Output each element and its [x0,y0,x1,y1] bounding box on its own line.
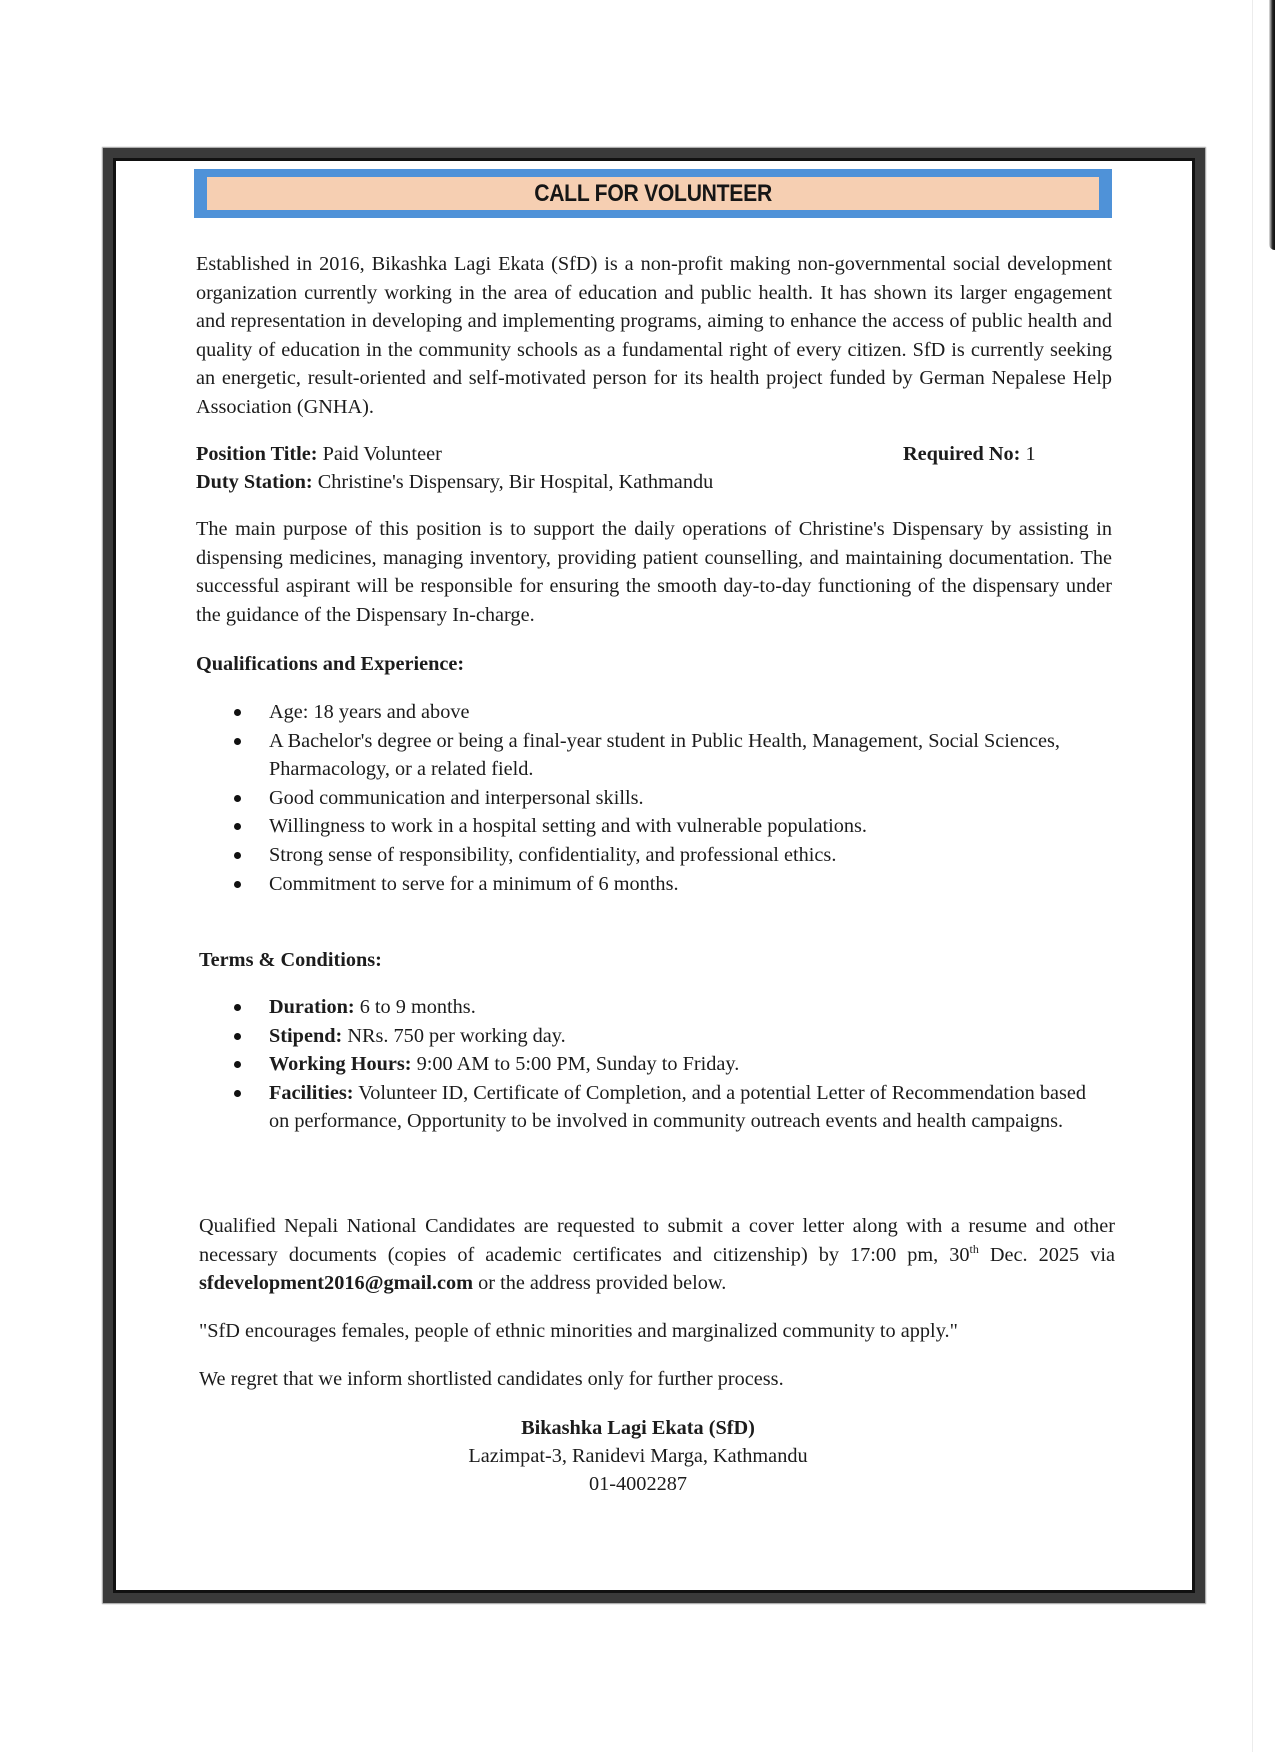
bullet-icon [234,738,241,745]
list-item: Stipend: NRs. 750 per working day. [230,1022,1090,1051]
encouragement-text: "SfD encourages females, people of ethnic minorities and marginalized community to apply." [199,1320,958,1342]
bullet-icon [234,852,241,859]
title-banner [194,169,1112,218]
scan-artifact-line [1252,0,1253,1752]
list-item: Strong sense of responsibility, confidentiality, and professional ethics. [230,841,1120,870]
list-item: Commitment to serve for a minimum of 6 months. [230,870,1120,899]
intro-paragraph: Established in 2016, Bikashka Lagi Ekata (SfD) is a non-profit making non-governmental social development organization currently working in the area of education and public health. It has shown its larger engagement and representation in developing and implementing programs, aiming to enhance the access of public health and quality of education in the community schools as a fundamental right of every citizen. SfD is currently seeking an energetic, result-oriented and self-motivated person for its health project funded by German Nepalese Help Association (GNHA). [196,253,1112,418]
qualifications-heading: Qualifications and Experience: [196,653,465,675]
regret-text: We regret that we inform shortlisted candidates only for further process. [199,1368,784,1390]
required-number-label: Required No: [903,443,1021,465]
required-number-row [903,440,1036,469]
duty-station-label: Duty Station: [196,471,313,493]
bullet-icon [234,881,241,888]
application-paragraph: Qualified Nepali National Candidates are requested to submit a cover letter along with a resume and other necessary documents (copies of academic certificates and citizenship) by 17:00 pm, 30th Dec. 2025 via sfdevelopment2016@gmail.com or the address provided below. [199,1215,1115,1295]
org-phone: 01-4002287 [588,1473,688,1495]
scan-edge [1269,0,1275,250]
bullet-icon [234,1061,241,1068]
list-item: A Bachelor's degree or being a final-year student in Public Health, Management, Social Sciences, Pharmacology, or a related field. [230,727,1120,784]
org-address: Lazimpat-3, Ranidevi Marga, Kathmandu [468,1445,808,1467]
position-title-value: Paid Volunteer [317,443,442,465]
bullet-icon [234,1033,241,1040]
list-item: Good communication and interpersonal skills. [230,784,1120,813]
list-item: Age: 18 years and above [230,698,1120,727]
purpose-paragraph: The main purpose of this position is to support the daily operations of Christine's Dispensary by assisting in dispensing medicines, managing inventory, providing patient counselling, and maintaining documentation. The successful aspirant will be responsible for ensuring the smooth day-to-day functioning of the dispensary under the guidance of the Dispensary In-charge. [196,518,1112,626]
terms-heading: Terms & Conditions: [199,949,382,971]
bullet-icon [234,709,241,716]
list-item: Facilities: Volunteer ID, Certificate of Completion, and a potential Letter of Recommendation based on performance, Opportunity to be involved in community outreach events and health campaigns. [230,1079,1090,1136]
title-banner-inner [207,177,1099,210]
position-title-label: Position Title: [196,443,318,465]
terms-list [230,993,1090,1136]
bullet-icon [234,795,241,802]
page-title: CALL FOR VOLUNTEER [534,179,772,207]
list-item: Duration: 6 to 9 months. [230,993,1090,1022]
list-item: Willingness to work in a hospital setting and with vulnerable populations. [230,812,1120,841]
org-name: Bikashka Lagi Ekata (SfD) [521,1417,755,1439]
duty-station-value: Christine's Dispensary, Bir Hospital, Kathmandu [312,471,714,493]
list-item: Working Hours: 9:00 AM to 5:00 PM, Sunday to Friday. [230,1050,1090,1079]
qualifications-list [230,698,1120,898]
required-number-value: 1 [1020,443,1036,465]
bullet-icon [234,1090,241,1097]
bullet-icon [234,1004,241,1011]
bullet-icon [234,823,241,830]
email-link[interactable]: sfdevelopment2016@gmail.com [199,1272,474,1295]
duty-station-row [196,468,1112,497]
